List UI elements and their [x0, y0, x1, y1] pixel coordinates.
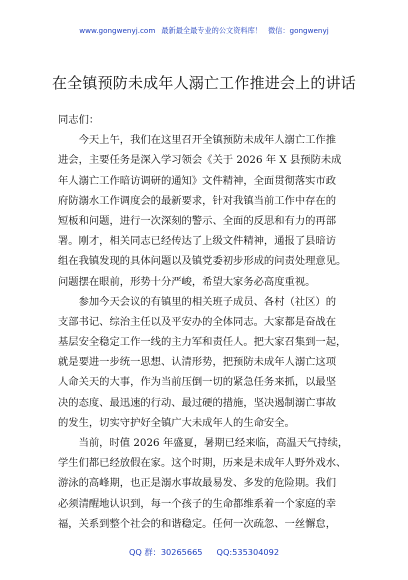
header-wechat: 微信：gongwenyj	[267, 26, 329, 35]
header-website-link[interactable]: www.gongwenyj.com	[79, 26, 156, 35]
header-slogan: 最新最全最专业的公文资料库！	[161, 26, 262, 35]
body-line: 短板和问题，进行一次深刻的警示、全面的反思和有力的再部	[58, 214, 337, 227]
body-line: 组在我镇发现的具体问题以及镇党委初步形成的问责处理意见。	[58, 255, 347, 268]
body-line: 年人溺亡工作暗访调研的通知》文件精神，全面贯彻落实市政	[58, 174, 337, 187]
body-line: 的发生，切实守护好全镇广大未成年人的生命安全。	[58, 416, 295, 429]
body-line: 决的态度、最迅速的行动、最过硬的措施，坚决遏制溺亡事故	[58, 396, 337, 409]
body-line: 就是要进一步统一思想、认清形势，把预防未成年人溺亡这项	[58, 356, 337, 369]
document-title: 在全镇预防未成年人溺亡工作推进会上的讲话	[51, 74, 356, 92]
body-line: 当前，时值 2026 年盛夏，暑期已经来临，高温天气持续，	[58, 437, 349, 449]
body-line: 参加今天会议的有镇里的相关班子成员、各村（社区）的	[58, 295, 337, 308]
body-line: 支部书记、综治主任以及平安办的全体同志。大家都是奋战在	[58, 315, 337, 328]
body-line: 问题摆在眼前，形势十分严峻，希望大家务必高度重视。	[58, 275, 316, 288]
body-line: 人命关天的大事，作为当前压倒一切的紧急任务来抓，以最坚	[58, 376, 337, 389]
page-footer	[0, 547, 408, 558]
salutation-line: 同志们：	[58, 114, 100, 126]
body-line: 必须清醒地认识到，每一个孩子的生命都维系着一个家庭的幸	[58, 497, 337, 510]
body-line: 进会，主要任务是深入学习领会《关于 2026 年 X 县预防未成	[58, 154, 342, 167]
footer-qq: QQ:535304092	[216, 547, 280, 557]
body-line: 府防溺水工作调度会的最新要求，针对我镇当前工作中存在的	[58, 194, 337, 207]
body-line: 学生们都已经放假在家。这个时期，历来是未成年人野外戏水、	[58, 457, 347, 470]
page-header	[0, 26, 408, 36]
body-line: 今天上午，我们在这里召开全镇预防未成年人溺亡工作推	[58, 134, 337, 147]
document-body	[58, 110, 358, 534]
body-line: 署。刚才，相关同志已经传达了上级文件精神，通报了县暗访	[58, 235, 337, 248]
body-line: 福，关系到整个社会的和谐稳定。任何一次疏忽、一丝懈怠，	[58, 517, 337, 530]
body-line: 游泳的高峰期，也正是溺水事故最易发、多发的危险期。我们	[58, 477, 337, 490]
footer-qq-group: QQ 群：30265665	[128, 547, 203, 557]
body-line: 基层安全稳定工作一线的主力军和责任人。把大家召集到一起，	[58, 336, 347, 349]
